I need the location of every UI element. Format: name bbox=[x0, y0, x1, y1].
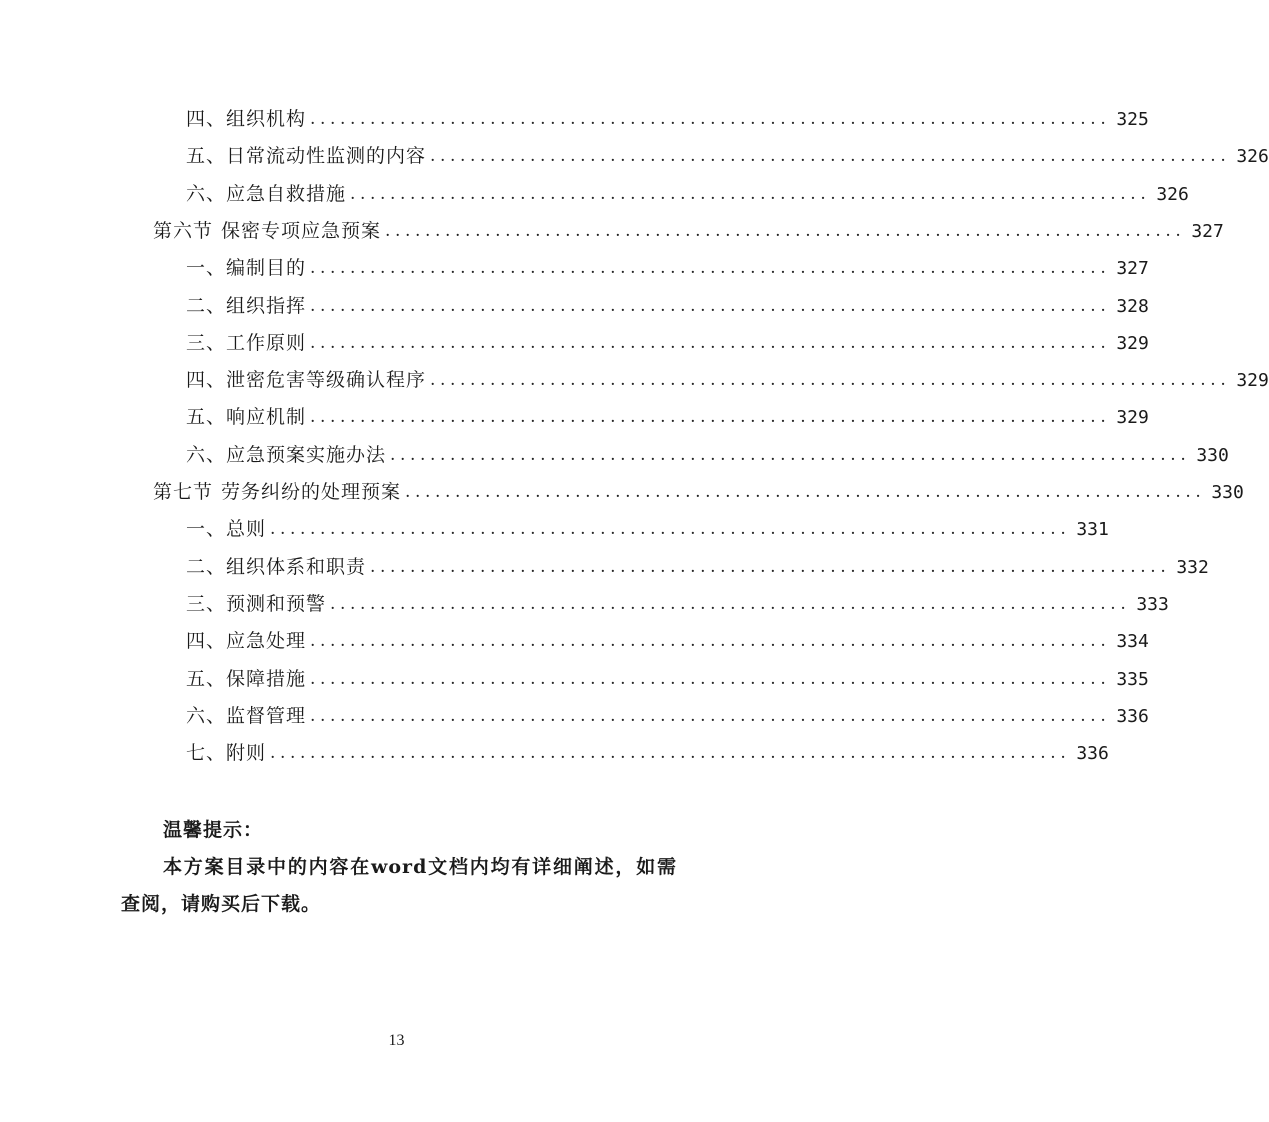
toc-section-number: 第六节 bbox=[153, 219, 214, 242]
toc-dot-leader: ................................................................................ bbox=[370, 556, 1171, 577]
toc-item-row[interactable] bbox=[186, 661, 1149, 698]
toc-entry-label bbox=[186, 288, 306, 325]
toc-item-row[interactable] bbox=[186, 586, 1169, 623]
toc-item-row[interactable] bbox=[186, 698, 1149, 735]
toc-entry-label bbox=[186, 549, 366, 586]
toc-entry-title: 三、预测和预警 bbox=[186, 592, 327, 615]
toc-entry-title: 一、编制目的 bbox=[186, 257, 307, 280]
toc-entry-title: 五、日常流动性监测的内容 bbox=[186, 145, 427, 168]
toc-item-row[interactable] bbox=[186, 101, 1149, 138]
toc-entry-label bbox=[186, 661, 306, 698]
toc-entry-title: 六、应急预案实施办法 bbox=[186, 443, 387, 466]
toc-page-number: 326 bbox=[1236, 146, 1269, 168]
notice-block bbox=[121, 812, 677, 923]
toc-dot-leader: ................................................................................ bbox=[310, 295, 1111, 316]
toc-dot-leader: ................................................................................ bbox=[385, 220, 1186, 241]
toc-entry-label bbox=[186, 325, 306, 362]
toc-page-number: 336 bbox=[1076, 743, 1109, 765]
toc-entry-label bbox=[186, 698, 306, 735]
toc-entry-label bbox=[186, 735, 266, 772]
toc-dot-leader: ................................................................................ bbox=[310, 332, 1111, 353]
toc-page-number: 331 bbox=[1076, 519, 1109, 541]
notice-title: 温馨提示： bbox=[163, 819, 264, 841]
toc-item-row[interactable] bbox=[186, 399, 1149, 436]
toc-entry-label bbox=[186, 399, 306, 436]
toc-item-row[interactable] bbox=[186, 138, 1269, 175]
toc-entry-label bbox=[186, 511, 266, 548]
toc-entry-label bbox=[186, 138, 426, 175]
toc-entry-title: 三、工作原则 bbox=[186, 331, 307, 354]
toc-entry-title: 二、组织指挥 bbox=[186, 294, 307, 317]
toc-entry-label bbox=[186, 623, 306, 660]
toc-page-number: 329 bbox=[1236, 370, 1269, 392]
toc-entry-label bbox=[153, 474, 401, 511]
toc-entry-title: 四、组织机构 bbox=[186, 108, 307, 130]
toc-entry-title: 六、监督管理 bbox=[186, 704, 307, 727]
toc-entry-title: 五、响应机制 bbox=[186, 406, 307, 429]
toc-entry-label bbox=[186, 176, 346, 213]
toc-page-number: 326 bbox=[1156, 183, 1189, 205]
toc-entry-label bbox=[186, 586, 326, 623]
toc-page-number: 333 bbox=[1136, 593, 1169, 615]
toc-entry-title: 五、保障措施 bbox=[186, 667, 307, 690]
page-number: 13 bbox=[388, 1032, 405, 1049]
toc-item-row[interactable] bbox=[186, 437, 1229, 474]
toc-item-row[interactable] bbox=[186, 288, 1149, 325]
toc-entry-label bbox=[186, 101, 306, 138]
toc-page-number: 329 bbox=[1116, 332, 1149, 354]
toc-page-number: 327 bbox=[1116, 258, 1149, 280]
toc-page-number: 327 bbox=[1191, 220, 1224, 242]
toc-entry-label bbox=[186, 250, 306, 287]
toc-page-number: 325 bbox=[1116, 109, 1149, 130]
toc-dot-leader: ................................................................................ bbox=[430, 370, 1231, 391]
toc-page-number: 330 bbox=[1211, 482, 1244, 503]
toc-item-row[interactable] bbox=[186, 549, 1209, 586]
toc-dot-leader: ................................................................................ bbox=[310, 258, 1111, 279]
toc-item-row[interactable] bbox=[186, 735, 1109, 772]
toc-item-row[interactable] bbox=[186, 362, 1269, 399]
toc-dot-leader: ................................................................................ bbox=[310, 109, 1111, 129]
toc-page-number: 329 bbox=[1116, 407, 1149, 429]
toc-item-row[interactable] bbox=[186, 325, 1149, 362]
toc-entry-title: 六、应急自救措施 bbox=[186, 182, 347, 205]
toc-dot-leader: ................................................................................ bbox=[270, 743, 1071, 764]
toc-dot-leader: ................................................................................ bbox=[430, 146, 1231, 167]
notice-body: 本方案目录中的内容在word文档内均有详细阐述，如需查阅，请购买后下载。 bbox=[121, 856, 677, 915]
toc-dot-leader: ................................................................................ bbox=[350, 183, 1151, 204]
toc-entry-title: 四、泄密危害等级确认程序 bbox=[186, 369, 427, 392]
toc-item-row[interactable] bbox=[186, 250, 1149, 287]
toc-page-number: 334 bbox=[1116, 631, 1149, 653]
toc-page-number: 328 bbox=[1116, 295, 1149, 317]
toc-page-number: 336 bbox=[1116, 705, 1149, 727]
toc-dot-leader: ................................................................................ bbox=[310, 631, 1111, 652]
toc-dot-leader: ................................................................................ bbox=[405, 482, 1206, 502]
toc-entry-title: 一、总则 bbox=[186, 518, 267, 541]
toc-entry-title: 劳务纠纷的处理预案 bbox=[221, 481, 402, 503]
toc-item-row[interactable] bbox=[186, 623, 1149, 660]
toc-dot-leader: ................................................................................ bbox=[310, 407, 1111, 428]
toc-entry-label bbox=[153, 213, 381, 250]
toc-section-row[interactable] bbox=[153, 213, 1224, 250]
toc-dot-leader: ................................................................................ bbox=[310, 705, 1111, 726]
toc-dot-leader: ................................................................................ bbox=[390, 444, 1191, 465]
toc-entry-title: 保密专项应急预案 bbox=[221, 219, 382, 242]
toc-section-row[interactable] bbox=[153, 474, 1244, 511]
toc-item-row[interactable] bbox=[186, 176, 1189, 213]
toc-dot-leader: ................................................................................ bbox=[310, 668, 1111, 689]
toc-item-row[interactable] bbox=[186, 511, 1109, 548]
toc-entry-label bbox=[186, 437, 386, 474]
toc-dot-leader: ................................................................................ bbox=[330, 593, 1131, 614]
toc-section-number: 第七节 bbox=[153, 481, 214, 503]
toc-entry-title: 四、应急处理 bbox=[186, 630, 307, 653]
toc-page-number: 330 bbox=[1196, 444, 1229, 466]
toc-entry-title: 二、组织体系和职责 bbox=[186, 555, 367, 578]
toc-entry-title: 七、附则 bbox=[186, 742, 267, 765]
toc-page-number: 332 bbox=[1176, 556, 1209, 578]
toc-dot-leader: ................................................................................ bbox=[270, 519, 1071, 540]
toc-page-number: 335 bbox=[1116, 668, 1149, 690]
toc-entry-label bbox=[186, 362, 426, 399]
